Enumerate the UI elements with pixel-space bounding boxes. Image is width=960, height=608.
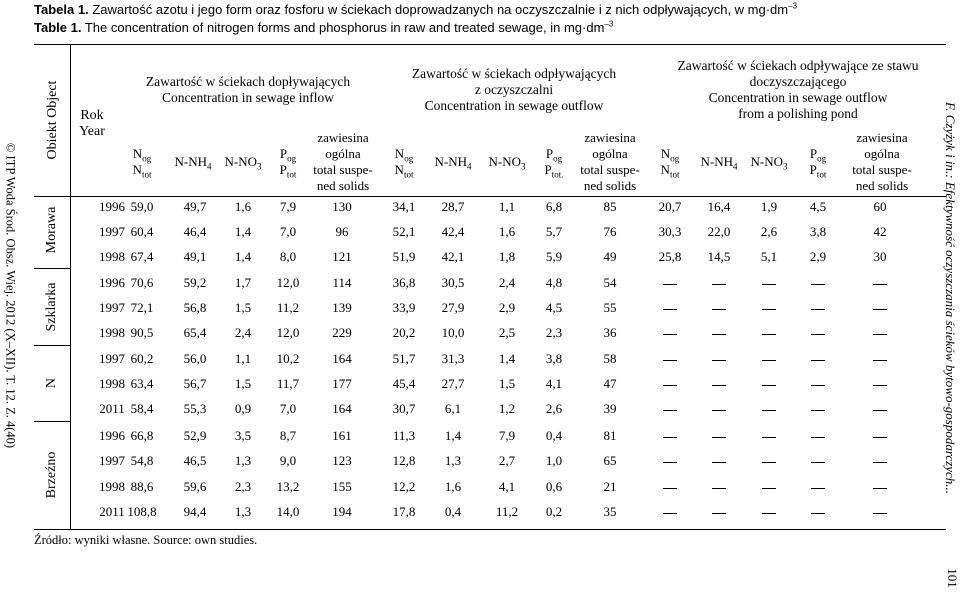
empty-cell-dash bbox=[811, 488, 825, 489]
col-header-ntot: $N_{og}$ $N_{tot}$ bbox=[394, 146, 414, 180]
table-cell: 27,7 bbox=[441, 376, 465, 391]
caption-english bbox=[34, 20, 613, 35]
table-cell: 46,4 bbox=[183, 224, 207, 239]
table-cell: 2,6 bbox=[545, 401, 563, 416]
table-cell: 59,0 bbox=[130, 199, 154, 214]
table-cell: 4,1 bbox=[498, 479, 516, 494]
row-year: 1998 bbox=[99, 376, 125, 391]
table-cell: 1,4 bbox=[234, 224, 252, 239]
table-cell: 2,9 bbox=[498, 300, 516, 315]
table-cell: 0,6 bbox=[545, 479, 563, 494]
table-cell: 1,3 bbox=[234, 453, 252, 468]
table-cell: 5,7 bbox=[545, 224, 563, 239]
empty-cell-dash bbox=[762, 462, 776, 463]
table-cell: 36,8 bbox=[392, 275, 416, 290]
caption-polish-sup: –3 bbox=[788, 1, 798, 11]
object-name: Morawa bbox=[44, 206, 59, 254]
table-cell: 49,7 bbox=[183, 199, 207, 214]
table-cell: 161 bbox=[332, 428, 352, 443]
table-cell: 4,5 bbox=[545, 300, 563, 315]
row-year: 1997 bbox=[99, 351, 125, 366]
table-cell: 7,0 bbox=[279, 224, 297, 239]
table-cell: 39 bbox=[603, 401, 617, 416]
col-header-nh4: $N-NH_4$ bbox=[700, 154, 738, 172]
page-number: 101 bbox=[944, 568, 960, 588]
row-year: 1997 bbox=[99, 453, 125, 468]
table-cell: 20,7 bbox=[658, 199, 682, 214]
table-cell: 1,1 bbox=[234, 351, 252, 366]
table-cell: 5,9 bbox=[545, 249, 563, 264]
object-column-header: Obiekt Object bbox=[45, 80, 60, 160]
table-cell: 2,3 bbox=[234, 479, 252, 494]
row-year: 1997 bbox=[99, 300, 125, 315]
table-cell: 6,1 bbox=[444, 401, 462, 416]
inflow-title-en: Concentration in sewage inflow bbox=[161, 90, 335, 105]
table-cell: 16,4 bbox=[707, 199, 731, 214]
table-cell: 1,9 bbox=[760, 199, 778, 214]
inflow-group-title bbox=[118, 74, 378, 106]
table-cell: 45,4 bbox=[392, 376, 416, 391]
pond-title-pl2: doczyszczającego bbox=[749, 74, 847, 89]
table-cell: 1,6 bbox=[498, 224, 516, 239]
object-name: N bbox=[44, 377, 59, 389]
table-cell: 65,4 bbox=[183, 325, 207, 340]
col-header-ptot: $P_{og}$ $P_{tot}$ bbox=[279, 146, 297, 180]
table-cell: 67,4 bbox=[130, 249, 154, 264]
pond-title-en2: from a polishing pond bbox=[738, 106, 858, 121]
table-cell: 2,3 bbox=[545, 325, 563, 340]
table-cell: 58,4 bbox=[130, 401, 154, 416]
table-cell: 51,7 bbox=[392, 351, 416, 366]
caption-polish bbox=[34, 2, 797, 17]
outflow-title-en: Concentration in sewage outflow bbox=[424, 98, 604, 113]
empty-cell-dash bbox=[873, 284, 887, 285]
table-cell: 27,9 bbox=[441, 300, 465, 315]
col-header-ntot: $N_{og}$ $N_{tot}$ bbox=[132, 146, 152, 180]
table-cell: 7,0 bbox=[279, 401, 297, 416]
table-cell: 114 bbox=[332, 275, 352, 290]
col-header-ntot: $N_{og}$ $N_{tot}$ bbox=[660, 146, 680, 180]
empty-cell-dash bbox=[873, 462, 887, 463]
table-cell: 25,8 bbox=[658, 249, 682, 264]
table-cell: 155 bbox=[332, 479, 352, 494]
empty-cell-dash bbox=[811, 360, 825, 361]
table-cell: 1,3 bbox=[444, 453, 462, 468]
table-cell: 56,8 bbox=[183, 300, 207, 315]
empty-cell-dash bbox=[811, 513, 825, 514]
empty-cell-dash bbox=[663, 513, 677, 514]
caption-polish-text: Zawartość azotu i jego form oraz fosforu w ściekach doprowadzanych na oczyszczalnie i z nich odpływających, w mg·dm bbox=[92, 2, 789, 17]
table-cell: 28,7 bbox=[441, 199, 465, 214]
col-header-ptot: $P_{og}$ $P_{tot}$ bbox=[809, 146, 827, 180]
table-source-note: Źródło: wyniki własne. Source: own studies. bbox=[34, 533, 258, 547]
caption-english-label: Table 1. bbox=[34, 20, 82, 35]
empty-cell-dash bbox=[811, 309, 825, 310]
year-header bbox=[72, 108, 112, 140]
table-cell: 42,4 bbox=[441, 224, 465, 239]
table-cell: 56,0 bbox=[183, 351, 207, 366]
table-cell: 59,2 bbox=[183, 275, 207, 290]
table-cell: 4,1 bbox=[545, 376, 563, 391]
table-cell: 11,2 bbox=[276, 300, 300, 315]
table-top-rule bbox=[34, 44, 946, 45]
empty-cell-dash bbox=[663, 284, 677, 285]
table-cell: 20,2 bbox=[392, 325, 416, 340]
table-cell: 42,1 bbox=[441, 249, 465, 264]
empty-cell-dash bbox=[873, 410, 887, 411]
table-cell: 139 bbox=[332, 300, 352, 315]
year-header-en: Year bbox=[79, 124, 105, 139]
table-cell: 88,6 bbox=[130, 479, 154, 494]
row-year: 1998 bbox=[99, 479, 125, 494]
table-cell: 70,6 bbox=[130, 275, 154, 290]
table-cell: 14,0 bbox=[276, 504, 300, 519]
table-cell: 2,4 bbox=[234, 325, 252, 340]
table-cell: 1,4 bbox=[498, 351, 516, 366]
table-header-rule bbox=[34, 196, 946, 197]
outflow-title-pl1: Zawartość w ściekach odpływających bbox=[411, 66, 617, 81]
col-header-no3: $N-NO_3$ bbox=[750, 154, 788, 172]
row-year: 1996 bbox=[99, 199, 125, 214]
empty-cell-dash bbox=[762, 334, 776, 335]
table-cell: 34,1 bbox=[392, 199, 416, 214]
table-cell: 33,9 bbox=[392, 300, 416, 315]
row-year: 1996 bbox=[99, 428, 125, 443]
table-cell: 59,6 bbox=[183, 479, 207, 494]
caption-english-text: The concentration of nitrogen forms and phosphorus in raw and treated sewage, in mg·dm bbox=[84, 20, 605, 35]
table-cell: 76 bbox=[603, 224, 617, 239]
table-cell: 72,1 bbox=[130, 300, 154, 315]
table-cell: 51,9 bbox=[392, 249, 416, 264]
empty-cell-dash bbox=[663, 309, 677, 310]
table-cell: 58 bbox=[603, 351, 617, 366]
empty-cell-dash bbox=[873, 309, 887, 310]
empty-cell-dash bbox=[762, 385, 776, 386]
table-cell: 49 bbox=[603, 249, 617, 264]
table-cell: 36 bbox=[603, 325, 617, 340]
table-cell: 12,8 bbox=[392, 453, 416, 468]
table-cell: 55 bbox=[603, 300, 617, 315]
table-cell: 14,5 bbox=[707, 249, 731, 264]
table-cell: 8,7 bbox=[279, 428, 297, 443]
table-cell: 96 bbox=[335, 224, 349, 239]
empty-cell-dash bbox=[663, 410, 677, 411]
empty-cell-dash bbox=[762, 360, 776, 361]
table-cell: 21 bbox=[603, 479, 617, 494]
empty-cell-dash bbox=[663, 334, 677, 335]
empty-cell-dash bbox=[811, 437, 825, 438]
table-cell: 1,6 bbox=[234, 199, 252, 214]
empty-cell-dash bbox=[873, 437, 887, 438]
caption-polish-label: Tabela 1. bbox=[34, 2, 89, 17]
empty-cell-dash bbox=[873, 360, 887, 361]
table-cell: 130 bbox=[332, 199, 352, 214]
table-cell: 30,5 bbox=[441, 275, 465, 290]
table-cell: 1,0 bbox=[545, 453, 563, 468]
table-cell: 52,1 bbox=[392, 224, 416, 239]
table-cell: 31,3 bbox=[441, 351, 465, 366]
inflow-title-pl: Zawartość w ściekach dopływających bbox=[145, 74, 351, 89]
table-cell: 47 bbox=[603, 376, 617, 391]
empty-cell-dash bbox=[712, 488, 726, 489]
table-cell: 1,7 bbox=[234, 275, 252, 290]
table-cell: 0,2 bbox=[545, 504, 563, 519]
row-year: 2011 bbox=[99, 504, 125, 519]
pond-title-pl1: Zawartość w ściekach odpływające ze stawu bbox=[677, 58, 919, 73]
table-cell: 60,4 bbox=[130, 224, 154, 239]
table-cell: 0,4 bbox=[444, 504, 462, 519]
empty-cell-dash bbox=[873, 385, 887, 386]
table-cell: 12,0 bbox=[276, 325, 300, 340]
empty-cell-dash bbox=[873, 488, 887, 489]
table-cell: 30,7 bbox=[392, 401, 416, 416]
col-header-ptot: $P_{og}$ $P_{tot.}$ bbox=[544, 146, 564, 180]
empty-cell-dash bbox=[811, 410, 825, 411]
empty-cell-dash bbox=[873, 513, 887, 514]
empty-cell-dash bbox=[811, 284, 825, 285]
table-bottom-rule bbox=[34, 529, 946, 530]
col-header-suspended-solids: zawiesina ogólna total suspe- ned solids bbox=[313, 130, 373, 193]
table-cell: 2,7 bbox=[498, 453, 516, 468]
table-cell: 49,1 bbox=[183, 249, 207, 264]
table-cell: 1,5 bbox=[498, 376, 516, 391]
table-cell: 8,0 bbox=[279, 249, 297, 264]
empty-cell-dash bbox=[762, 284, 776, 285]
empty-cell-dash bbox=[712, 437, 726, 438]
row-year: 1998 bbox=[99, 249, 125, 264]
table-cell: 46,5 bbox=[183, 453, 207, 468]
object-name: Brzeźno bbox=[44, 451, 59, 499]
table-cell: 1,4 bbox=[444, 428, 462, 443]
table-cell: 42 bbox=[873, 224, 887, 239]
table-cell: 1,3 bbox=[234, 504, 252, 519]
empty-cell-dash bbox=[712, 462, 726, 463]
empty-cell-dash bbox=[663, 462, 677, 463]
table-cell: 121 bbox=[332, 249, 352, 264]
table-cell: 0,9 bbox=[234, 401, 252, 416]
empty-cell-dash bbox=[712, 334, 726, 335]
table-cell: 1,6 bbox=[444, 479, 462, 494]
table-cell: 11,3 bbox=[392, 428, 416, 443]
empty-cell-dash bbox=[712, 284, 726, 285]
table-cell: 164 bbox=[332, 401, 352, 416]
table-cell: 85 bbox=[603, 199, 617, 214]
object-column-divider bbox=[70, 44, 71, 529]
table-cell: 11,7 bbox=[276, 376, 300, 391]
empty-cell-dash bbox=[712, 309, 726, 310]
pond-title-en1: Concentration in sewage outflow bbox=[708, 90, 888, 105]
table-cell: 22,0 bbox=[707, 224, 731, 239]
table-cell: 10,0 bbox=[441, 325, 465, 340]
table-cell: 2,9 bbox=[809, 249, 827, 264]
table-cell: 56,7 bbox=[183, 376, 207, 391]
table-cell: 30 bbox=[873, 249, 887, 264]
table-cell: 0,4 bbox=[545, 428, 563, 443]
table-cell: 123 bbox=[332, 453, 352, 468]
table-cell: 11,2 bbox=[495, 504, 519, 519]
table-cell: 17,8 bbox=[392, 504, 416, 519]
table-cell: 3,5 bbox=[234, 428, 252, 443]
row-year: 1997 bbox=[99, 224, 125, 239]
col-header-nh4: $N-NH_4$ bbox=[434, 154, 472, 172]
col-header-no3: $N-NO_3$ bbox=[488, 154, 526, 172]
empty-cell-dash bbox=[663, 488, 677, 489]
row-year: 2011 bbox=[99, 401, 125, 416]
col-header-nh4: $N-NH_4$ bbox=[174, 154, 212, 172]
table-cell: 55,3 bbox=[183, 401, 207, 416]
table-cell: 4,5 bbox=[809, 199, 827, 214]
empty-cell-dash bbox=[762, 309, 776, 310]
year-header-pl: Rok bbox=[80, 108, 104, 123]
table-cell: 1,2 bbox=[498, 401, 516, 416]
table-cell: 94,4 bbox=[183, 504, 207, 519]
table-cell: 1,5 bbox=[234, 376, 252, 391]
table-cell: 52,9 bbox=[183, 428, 207, 443]
empty-cell-dash bbox=[873, 334, 887, 335]
outflow-group-title bbox=[384, 66, 644, 114]
table-cell: 6,8 bbox=[545, 199, 563, 214]
empty-cell-dash bbox=[663, 437, 677, 438]
row-year: 1998 bbox=[99, 325, 125, 340]
table-cell: 90,5 bbox=[130, 325, 154, 340]
copyright-text: © ITP Woda Środ. Obsz. Wiej. 2012 (X–XII). T. 12. Z. 4(40) bbox=[3, 142, 18, 449]
table-cell: 194 bbox=[332, 504, 352, 519]
table-cell: 2,4 bbox=[498, 275, 516, 290]
table-cell: 60,2 bbox=[130, 351, 154, 366]
table-cell: 54 bbox=[603, 275, 617, 290]
empty-cell-dash bbox=[663, 360, 677, 361]
table-cell: 7,9 bbox=[279, 199, 297, 214]
empty-cell-dash bbox=[762, 437, 776, 438]
empty-cell-dash bbox=[712, 513, 726, 514]
empty-cell-dash bbox=[712, 410, 726, 411]
object-name: Szklarka bbox=[44, 282, 59, 332]
caption-english-sup: –3 bbox=[604, 19, 614, 29]
pond-group-title bbox=[648, 58, 948, 122]
table-cell: 1,8 bbox=[498, 249, 516, 264]
table-cell: 164 bbox=[332, 351, 352, 366]
table-cell: 108,8 bbox=[127, 504, 157, 519]
empty-cell-dash bbox=[811, 385, 825, 386]
table-cell: 3,8 bbox=[809, 224, 827, 239]
table-cell: 4,8 bbox=[545, 275, 563, 290]
empty-cell-dash bbox=[712, 360, 726, 361]
table-cell: 229 bbox=[332, 325, 352, 340]
table-cell: 2,6 bbox=[760, 224, 778, 239]
table-cell: 54,8 bbox=[130, 453, 154, 468]
table-cell: 60 bbox=[873, 199, 887, 214]
row-year: 1996 bbox=[99, 275, 125, 290]
table-cell: 81 bbox=[603, 428, 617, 443]
empty-cell-dash bbox=[811, 334, 825, 335]
table-cell: 12,0 bbox=[276, 275, 300, 290]
empty-cell-dash bbox=[811, 462, 825, 463]
table-cell: 3,8 bbox=[545, 351, 563, 366]
col-header-suspended-solids: zawiesina ogólna total suspe- ned solids bbox=[852, 130, 912, 193]
table-cell: 35 bbox=[603, 504, 617, 519]
table-cell: 13,2 bbox=[276, 479, 300, 494]
table-cell: 1,5 bbox=[234, 300, 252, 315]
empty-cell-dash bbox=[663, 385, 677, 386]
table-cell: 2,5 bbox=[498, 325, 516, 340]
empty-cell-dash bbox=[712, 385, 726, 386]
empty-cell-dash bbox=[762, 410, 776, 411]
empty-cell-dash bbox=[762, 513, 776, 514]
table-cell: 177 bbox=[332, 376, 352, 391]
col-header-no3: $N-NO_3$ bbox=[224, 154, 262, 172]
table-cell: 1,1 bbox=[498, 199, 516, 214]
empty-cell-dash bbox=[762, 488, 776, 489]
col-header-suspended-solids: zawiesina ogólna total suspe- ned solids bbox=[580, 130, 640, 193]
table-cell: 7,9 bbox=[498, 428, 516, 443]
left-margin-copyright bbox=[0, 0, 18, 594]
table-cell: 5,1 bbox=[760, 249, 778, 264]
table-cell: 1,4 bbox=[234, 249, 252, 264]
table-cell: 66,8 bbox=[130, 428, 154, 443]
table-cell: 30,3 bbox=[658, 224, 682, 239]
running-header: F. Czyżyk i in.: Efektywność oczyszczania ścieków bytowo-gospodarczych... bbox=[943, 101, 958, 495]
table-cell: 63,4 bbox=[130, 376, 154, 391]
outflow-title-pl2: z oczyszczalni bbox=[474, 82, 554, 97]
table-cell: 10,2 bbox=[276, 351, 300, 366]
table-cell: 12,2 bbox=[392, 479, 416, 494]
table-cell: 9,0 bbox=[279, 453, 297, 468]
table-cell: 65 bbox=[603, 453, 617, 468]
